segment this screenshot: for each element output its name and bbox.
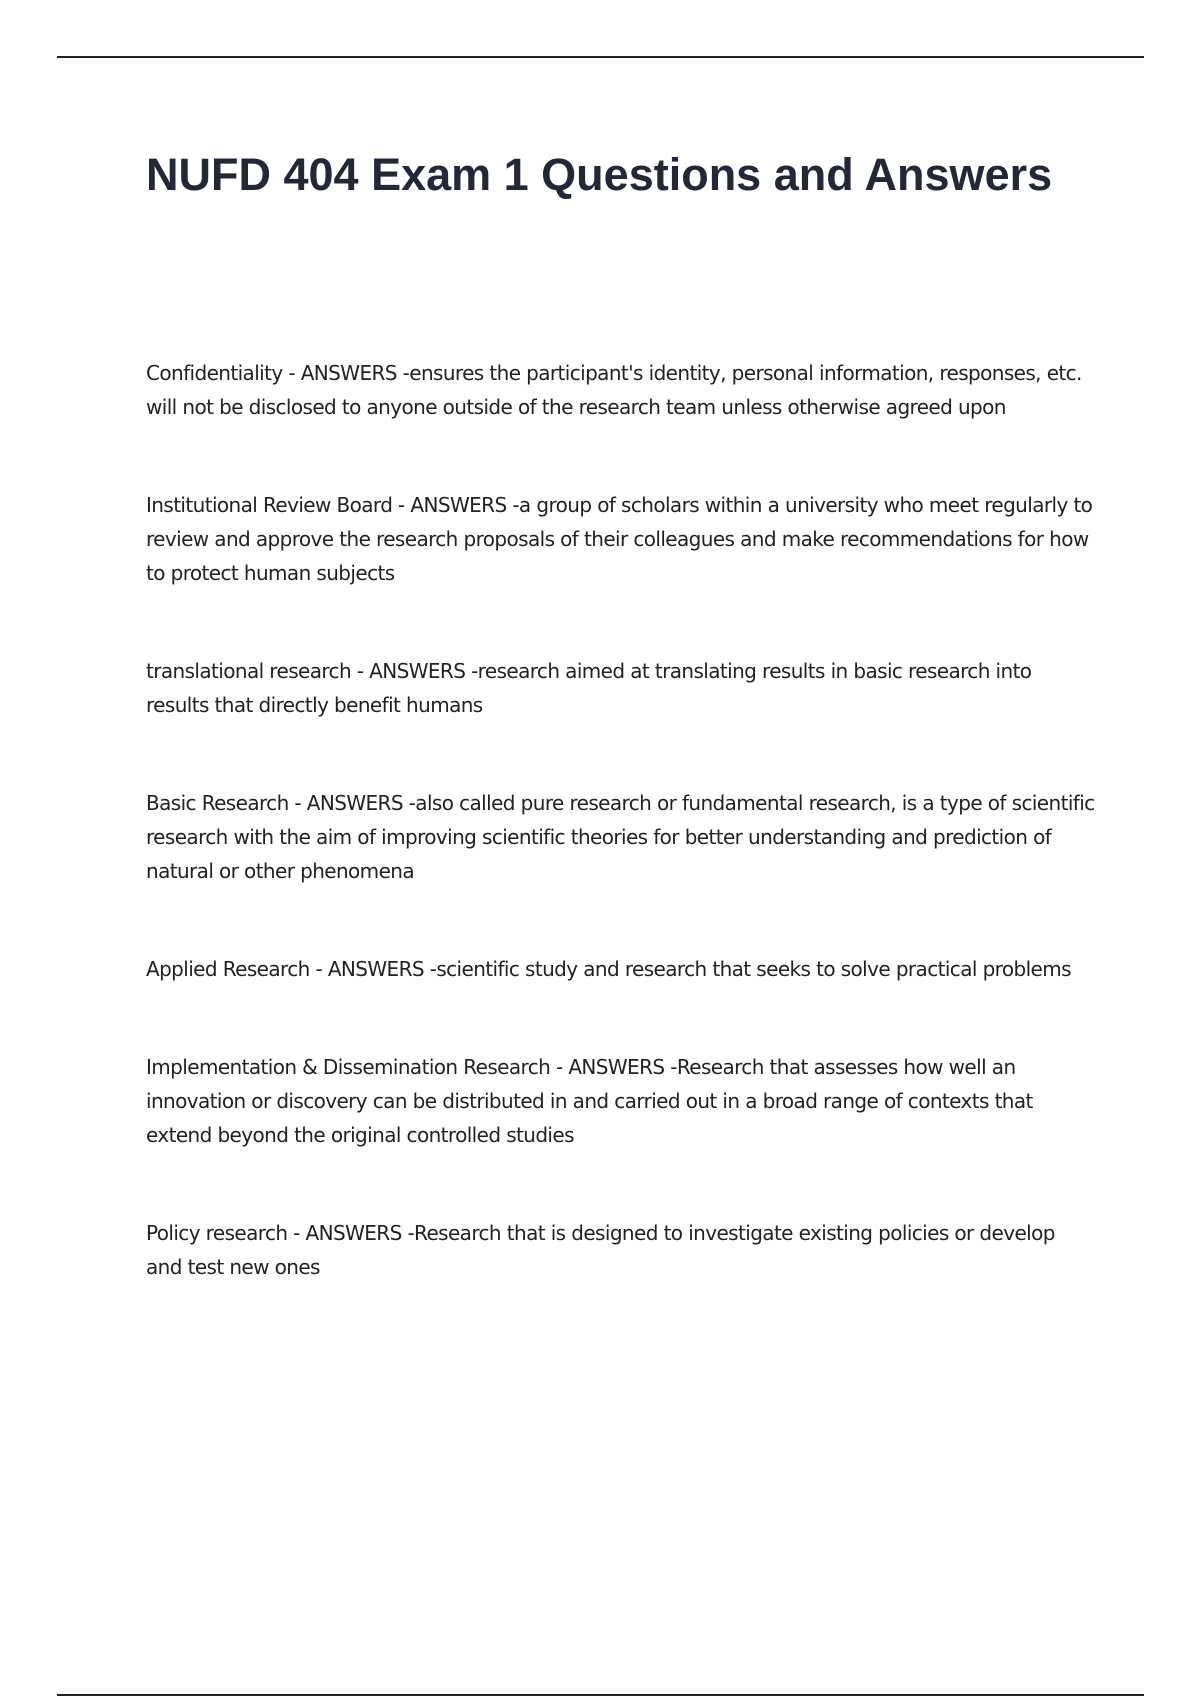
qa-list (146, 356, 1096, 1348)
bottom-divider (57, 1694, 1144, 1696)
qa-item-implementation-dissemination-research: Implementation & Dissemination Research - ANSWERS -Research that assesses how well an innovation or discovery can be distributed in and carried out in a broad range of contexts that extend beyond the original controlled studies (146, 1055, 1033, 1147)
qa-item-policy-research: Policy research - ANSWERS -Research that is designed to investigate existing policies or develop and test new ones (146, 1221, 1055, 1279)
qa-item-translational-research: translational research - ANSWERS -research aimed at translating results in basic research into results that directly benefit humans (146, 659, 1032, 717)
qa-item-institutional-review-board: Institutional Review Board - ANSWERS -a group of scholars within a university who meet regularly to review and approve the research proposals of their colleagues and make recommendations for how to protect human subjects (146, 493, 1093, 585)
page-title: NUFD 404 Exam 1 Questions and Answers (146, 149, 1053, 200)
qa-item-basic-research: Basic Research - ANSWERS -also called pure research or fundamental research, is a type of scientific research with the aim of improving scientific theories for better understanding and prediction of natural or other phenomena (146, 791, 1095, 883)
qa-item-confidentiality: Confidentiality - ANSWERS -ensures the participant's identity, personal information, responses, etc. will not be disclosed to anyone outside of the research team unless otherwise agreed upon (146, 361, 1082, 419)
top-divider (57, 56, 1144, 58)
qa-item-applied-research: Applied Research - ANSWERS -scientific study and research that seeks to solve practical problems (146, 957, 1071, 981)
